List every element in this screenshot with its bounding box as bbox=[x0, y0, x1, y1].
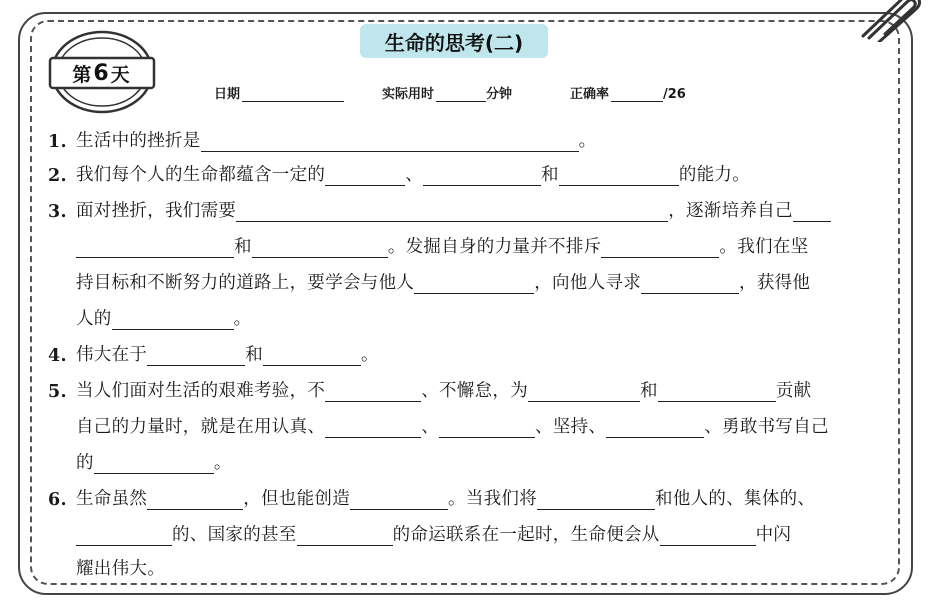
answer-blank[interactable] bbox=[252, 238, 388, 258]
question-1 bbox=[48, 122, 596, 152]
answer-blank[interactable] bbox=[325, 418, 421, 438]
question-text: 面对挫折，我们需要 bbox=[76, 201, 237, 221]
accuracy-blank[interactable] bbox=[611, 86, 663, 102]
question-text: 。 bbox=[361, 345, 379, 365]
answer-blank[interactable] bbox=[350, 490, 448, 510]
question-6-line-1 bbox=[48, 480, 815, 510]
question-text: 伟大在于 bbox=[76, 345, 148, 365]
question-text: 的、国家的甚至 bbox=[172, 525, 297, 545]
question-5-line-2 bbox=[48, 408, 829, 438]
question-text: 、坚持、 bbox=[535, 417, 607, 437]
day-badge bbox=[42, 28, 160, 116]
question-4 bbox=[48, 336, 379, 366]
question-text: 。 bbox=[233, 309, 252, 329]
question-6-line-2 bbox=[48, 516, 791, 546]
answer-blank[interactable] bbox=[94, 454, 214, 474]
question-number: 3. bbox=[48, 202, 67, 222]
accuracy-label: 正确率 bbox=[570, 87, 610, 102]
question-number: 5. bbox=[48, 382, 67, 402]
answer-blank[interactable] bbox=[793, 202, 831, 222]
question-text: 持目标和不断努力的道路上，要学会与他人 bbox=[76, 273, 415, 293]
answer-blank[interactable] bbox=[112, 310, 234, 330]
answer-blank[interactable] bbox=[439, 418, 535, 438]
question-text: 。 bbox=[213, 453, 232, 473]
question-text: 和 bbox=[541, 165, 559, 185]
date-field bbox=[214, 80, 344, 102]
question-text: 、 bbox=[405, 165, 424, 185]
question-text: 我们每个人的生命都蕴含一定的 bbox=[76, 165, 326, 185]
accuracy-field bbox=[570, 80, 686, 102]
question-3-line-1 bbox=[48, 192, 831, 222]
answer-blank[interactable] bbox=[641, 274, 739, 294]
answer-blank[interactable] bbox=[147, 490, 243, 510]
paperclip-icon bbox=[855, 0, 925, 42]
question-number: 4. bbox=[48, 346, 67, 366]
answer-blank[interactable] bbox=[658, 382, 776, 402]
time-label: 实际用时 bbox=[382, 87, 435, 102]
question-text: 当人们面对生活的艰难考验，不 bbox=[76, 381, 326, 401]
answer-blank[interactable] bbox=[201, 132, 579, 152]
answer-blank[interactable] bbox=[606, 418, 704, 438]
answer-blank[interactable] bbox=[414, 274, 534, 294]
question-6-line-3 bbox=[48, 550, 165, 580]
question-2 bbox=[48, 156, 750, 186]
answer-blank[interactable] bbox=[528, 382, 640, 402]
question-text: 。我们在坚 bbox=[719, 237, 809, 257]
answer-blank[interactable] bbox=[236, 202, 668, 222]
question-number: 1. bbox=[48, 132, 67, 152]
question-text: ，逐渐培养自己 bbox=[668, 201, 793, 221]
answer-blank[interactable] bbox=[559, 166, 679, 186]
question-text: 耀出伟大。 bbox=[76, 559, 165, 579]
question-3-line-3 bbox=[48, 264, 810, 294]
answer-blank[interactable] bbox=[263, 346, 361, 366]
question-text: 。发掘自身的力量并不排斥 bbox=[387, 237, 602, 257]
day-prefix: 第 bbox=[72, 63, 92, 86]
question-text: ，但也能创造 bbox=[243, 489, 351, 509]
question-text: 生活中的挫折是 bbox=[76, 131, 201, 151]
question-text: 的命运联系在一起时，生命便会从 bbox=[392, 525, 660, 545]
question-text: 和 bbox=[640, 381, 658, 401]
answer-blank[interactable] bbox=[325, 382, 421, 402]
question-text: 的 bbox=[76, 453, 94, 473]
question-3-line-2 bbox=[48, 228, 808, 258]
question-number: 2. bbox=[48, 166, 67, 186]
answer-blank[interactable] bbox=[660, 526, 756, 546]
question-number: 6. bbox=[48, 490, 67, 510]
time-blank[interactable] bbox=[436, 86, 486, 102]
question-text: 自己的力量时，就是在用认真、 bbox=[76, 417, 326, 437]
question-text: 生命虽然 bbox=[76, 489, 148, 509]
answer-blank[interactable] bbox=[423, 166, 541, 186]
answer-blank[interactable] bbox=[297, 526, 393, 546]
question-text: 人的 bbox=[76, 309, 112, 329]
time-field bbox=[382, 80, 512, 102]
question-text: ，获得他 bbox=[739, 273, 811, 293]
question-text: 、勇敢书写自己 bbox=[704, 417, 829, 437]
question-text: 、 bbox=[421, 417, 440, 437]
time-unit: 分钟 bbox=[486, 87, 513, 102]
answer-blank[interactable] bbox=[76, 238, 234, 258]
day-suffix: 天 bbox=[110, 63, 130, 86]
answer-blank[interactable] bbox=[147, 346, 245, 366]
answer-blank[interactable] bbox=[537, 490, 655, 510]
answer-blank[interactable] bbox=[601, 238, 719, 258]
page-title: 生命的思考(二) bbox=[360, 24, 548, 58]
question-text: 的能力。 bbox=[678, 165, 751, 185]
question-5-line-1 bbox=[48, 372, 811, 402]
accuracy-total: /26 bbox=[663, 87, 686, 102]
question-text: 和他人的、集体的、 bbox=[655, 489, 816, 509]
question-text: 。当我们将 bbox=[448, 489, 538, 509]
answer-blank[interactable] bbox=[325, 166, 405, 186]
question-text: ，向他人寻求 bbox=[534, 273, 642, 293]
question-text: 和 bbox=[234, 237, 252, 257]
question-5-line-3 bbox=[48, 444, 232, 474]
answer-blank[interactable] bbox=[76, 526, 172, 546]
date-blank[interactable] bbox=[242, 86, 344, 102]
question-text: 中闪 bbox=[755, 525, 792, 545]
day-number: 6 bbox=[93, 60, 109, 86]
question-text: 和 bbox=[245, 345, 264, 365]
question-text: 。 bbox=[578, 131, 597, 151]
day-label bbox=[54, 60, 148, 86]
date-label: 日期 bbox=[214, 87, 241, 102]
question-text: 、不懈怠，为 bbox=[421, 381, 529, 401]
question-text: 贡献 bbox=[775, 381, 812, 401]
question-3-line-4 bbox=[48, 300, 251, 330]
